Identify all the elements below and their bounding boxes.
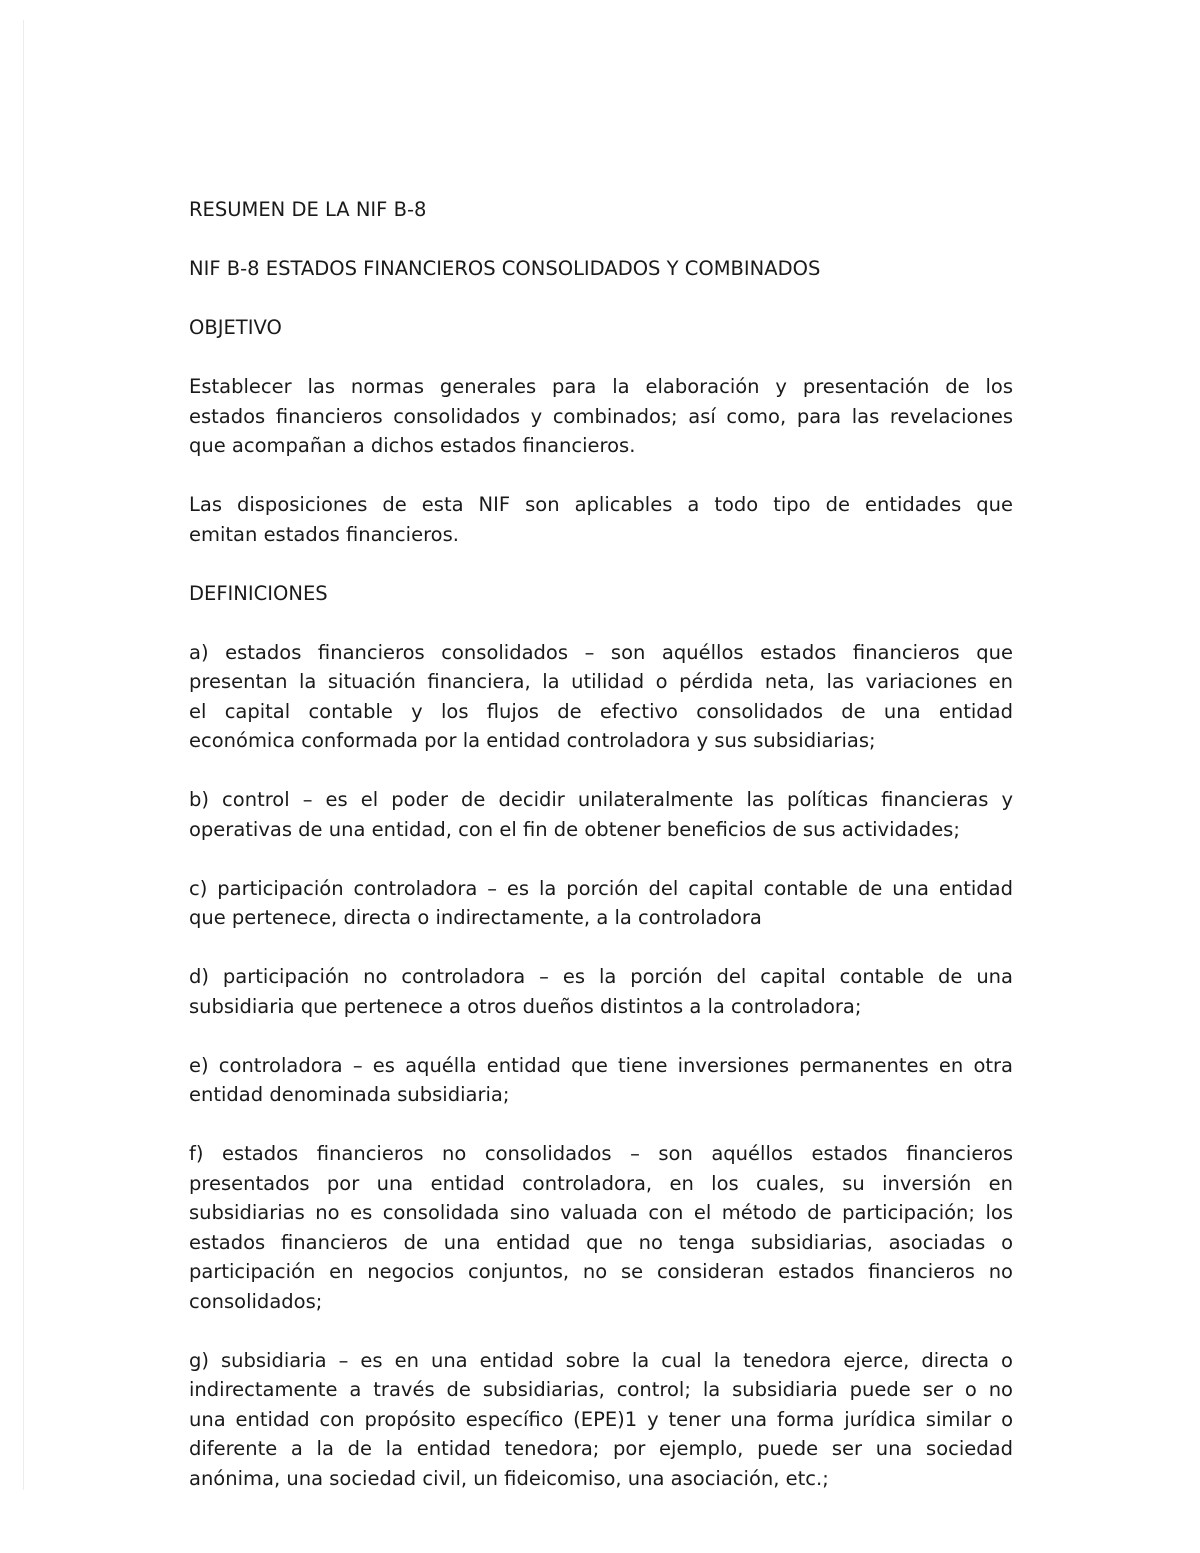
definitions-heading: DEFINICIONES [189,581,328,605]
definition-c [189,874,1013,933]
objective-paragraph-1 [189,372,1013,461]
objective-paragraph-2 [189,490,1013,549]
document-subtitle: NIF B-8 ESTADOS FINANCIEROS CONSOLIDADOS Y COMBINADOS [189,257,821,280]
paragraph-line: económica conformada por la entidad controladora y sus subsidiarias; [189,729,876,752]
paragraph-line: Establecer las normas generales para la elaboración y presentación de los [189,375,1013,398]
definition-d [189,962,1013,1021]
paragraph-line: que pertenece, directa o indirectamente, a la controladora [189,906,762,929]
paragraph-line: anónima, una sociedad civil, un fideicomiso, una asociación, etc.; [189,1466,829,1490]
paragraph-line: diferente a la de la entidad tenedora; por ejemplo, puede ser una sociedad [189,1437,1013,1460]
paragraph-line: estados financieros de una entidad que no tenga subsidiarias, asociadas o [189,1230,1013,1254]
paragraph-line: estados financieros consolidados y combinados; así como, para las revelaciones [189,404,1013,428]
paragraph-line: a) estados financieros consolidados – son aquéllos estados financieros que [189,640,1013,664]
paragraph-line: el capital contable y los flujos de efectivo consolidados de una entidad [189,699,1013,723]
paragraph-line: presentan la situación financiera, la utilidad o pérdida neta, las variaciones en [189,670,1013,693]
definition-b [189,785,1013,844]
paragraph-line: presentados por una entidad controladora, en los cuales, su inversión en [189,1171,1013,1195]
paragraph-line: indirectamente a través de subsidiarias, control; la subsidiaria puede ser o no [189,1378,1013,1401]
objective-heading: OBJETIVO [189,316,282,339]
document-title: RESUMEN DE LA NIF B-8 [189,198,427,221]
paragraph-line: subsidiarias no es consolidada sino valuada con el método de participación; los [189,1201,1013,1224]
paragraph-line: consolidados; [189,1289,323,1313]
paragraph-line: b) control – es el poder de decidir unilateralmente las políticas financieras y [189,788,1013,811]
paragraph-line: subsidiaria que pertenece a otros dueños distintos a la controladora; [189,994,862,1018]
paragraph-line: entidad denominada subsidiaria; [189,1083,510,1106]
paragraph-line: que acompañan a dichos estados financieros. [189,434,636,457]
definition-f [189,1139,1013,1316]
paragraph-line: operativas de una entidad, con el fin de obtener beneficios de sus actividades; [189,817,960,841]
paragraph-line: Las disposiciones de esta NIF son aplicables a todo tipo de entidades que [189,493,1013,516]
paragraph-line: d) participación no controladora – es la porción del capital contable de una [189,965,1013,988]
paragraph-line: una entidad con propósito específico (EPE)1 y tener una forma jurídica similar o [189,1407,1013,1431]
definition-a [189,638,1013,756]
paragraph-line: emitan estados financieros. [189,522,459,546]
paragraph-line: participación en negocios conjuntos, no se consideran estados financieros no [189,1260,1013,1283]
paragraph-line: g) subsidiaria – es en una entidad sobre la cual la tenedora ejerce, directa o [189,1348,1013,1372]
page-edge-divider [23,20,24,1490]
paragraph-line: c) participación controladora – es la porción del capital contable de una entidad [189,876,1013,900]
document-body [189,195,1013,1493]
paragraph-line: f) estados financieros no consolidados – son aquéllos estados financieros [189,1142,1013,1165]
definition-g [189,1346,1013,1494]
paragraph-line: e) controladora – es aquélla entidad que tiene inversiones permanentes en otra [189,1053,1013,1077]
definition-e [189,1051,1013,1110]
